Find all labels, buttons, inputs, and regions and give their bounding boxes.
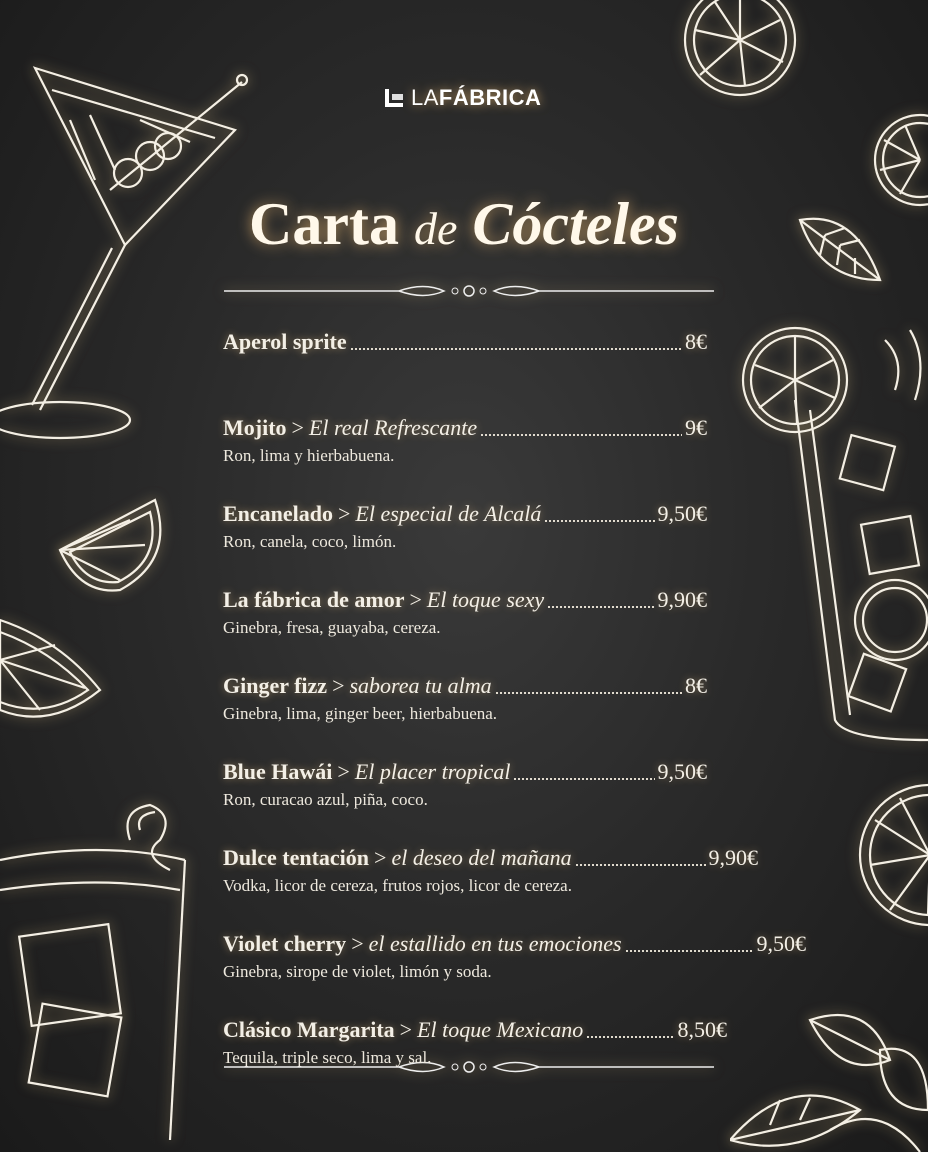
- item-price: 9,50€: [756, 931, 806, 956]
- brand-logo-mark: [383, 88, 405, 108]
- ornament-divider: [224, 282, 714, 300]
- title-part1: Carta: [249, 191, 399, 257]
- menu-item: [223, 1015, 823, 1101]
- menu-item: [223, 327, 823, 413]
- leader-dots: [575, 864, 706, 866]
- menu-item: [223, 671, 823, 757]
- item-name: La fábrica de amor: [223, 587, 405, 612]
- item-description: Tequila, triple seco, lima y sal.: [223, 1048, 432, 1067]
- arrow-separator: >: [409, 587, 422, 612]
- item-price: 9,90€: [708, 845, 758, 870]
- item-description: Ginebra, fresa, guayaba, cereza.: [223, 618, 441, 637]
- arrow-separator: >: [337, 759, 350, 784]
- brand-name-bold: FÁBRICA: [438, 85, 542, 110]
- item-price: 9,90€: [657, 587, 707, 612]
- item-name: Ginger fizz: [223, 673, 328, 698]
- leader-dots: [586, 1036, 674, 1038]
- item-description: Ron, curacao azul, piña, coco.: [223, 790, 428, 809]
- brand-name-light: LA: [411, 85, 439, 110]
- title-part2: de: [413, 203, 458, 254]
- menu-item: [223, 757, 823, 843]
- item-tagline: El toque Mexicano: [417, 1017, 584, 1042]
- leader-dots: [495, 692, 682, 694]
- leader-dots: [480, 434, 682, 436]
- item-name: Dulce tentación: [223, 845, 370, 870]
- leader-dots: [350, 348, 682, 350]
- citrus-wedge-icon: [0, 610, 110, 730]
- citrus-slice-icon: [850, 780, 928, 930]
- item-name: Clásico Margarita: [223, 1017, 395, 1042]
- item-tagline: el estallido en tus emociones: [368, 931, 622, 956]
- item-price: 9,50€: [657, 759, 707, 784]
- menu-item: [223, 499, 823, 585]
- menu-item: [223, 413, 823, 499]
- arrow-separator: >: [399, 1017, 413, 1042]
- item-price: 8,50€: [677, 1017, 727, 1042]
- item-description: Ginebra, sirope de violet, limón y soda.: [223, 962, 492, 981]
- arrow-separator: >: [338, 501, 351, 526]
- arrow-separator: >: [332, 673, 345, 698]
- item-tagline: el deseo del mañana: [391, 845, 572, 870]
- item-tagline: saborea tu alma: [349, 673, 492, 698]
- old-fashioned-glass-icon: [0, 800, 200, 1152]
- item-price: 8€: [685, 673, 707, 698]
- item-name: Violet cherry: [223, 931, 347, 956]
- page-title: [0, 188, 928, 265]
- citrus-wedge-icon: [50, 490, 170, 600]
- item-tagline: El real Refrescante: [308, 415, 478, 440]
- item-tagline: El placer tropical: [354, 759, 511, 784]
- arrow-separator: >: [374, 845, 387, 870]
- item-tagline: El especial de Alcalá: [355, 501, 542, 526]
- item-name: Aperol sprite: [223, 329, 347, 354]
- menu-item: [223, 585, 823, 671]
- title-part3: Cócteles: [472, 191, 679, 257]
- leader-dots: [547, 606, 654, 608]
- item-price: 9€: [685, 415, 707, 440]
- item-tagline: El toque sexy: [426, 587, 545, 612]
- leader-dots: [625, 950, 754, 952]
- menu-item: [223, 843, 823, 929]
- item-description: Ron, lima y hierbabuena.: [223, 446, 395, 465]
- item-description: Ginebra, lima, ginger beer, hierbabuena.: [223, 704, 498, 723]
- leader-dots: [544, 520, 654, 522]
- menu-item: [223, 929, 823, 1015]
- cocktail-menu: [223, 327, 823, 1101]
- arrow-separator: >: [291, 415, 304, 440]
- item-name: Blue Hawái: [223, 759, 333, 784]
- leader-dots: [513, 778, 654, 780]
- brand-logo: [383, 84, 553, 112]
- citrus-slice-icon: [675, 0, 805, 110]
- item-description: Vodka, licor de cereza, frutos rojos, licor de cereza.: [223, 876, 572, 895]
- item-name: Mojito: [223, 415, 287, 440]
- item-name: Encanelado: [223, 501, 334, 526]
- item-description: Ron, canela, coco, limón.: [223, 532, 397, 551]
- arrow-separator: >: [351, 931, 364, 956]
- item-price: 9,50€: [657, 501, 707, 526]
- item-price: 8€: [685, 329, 707, 354]
